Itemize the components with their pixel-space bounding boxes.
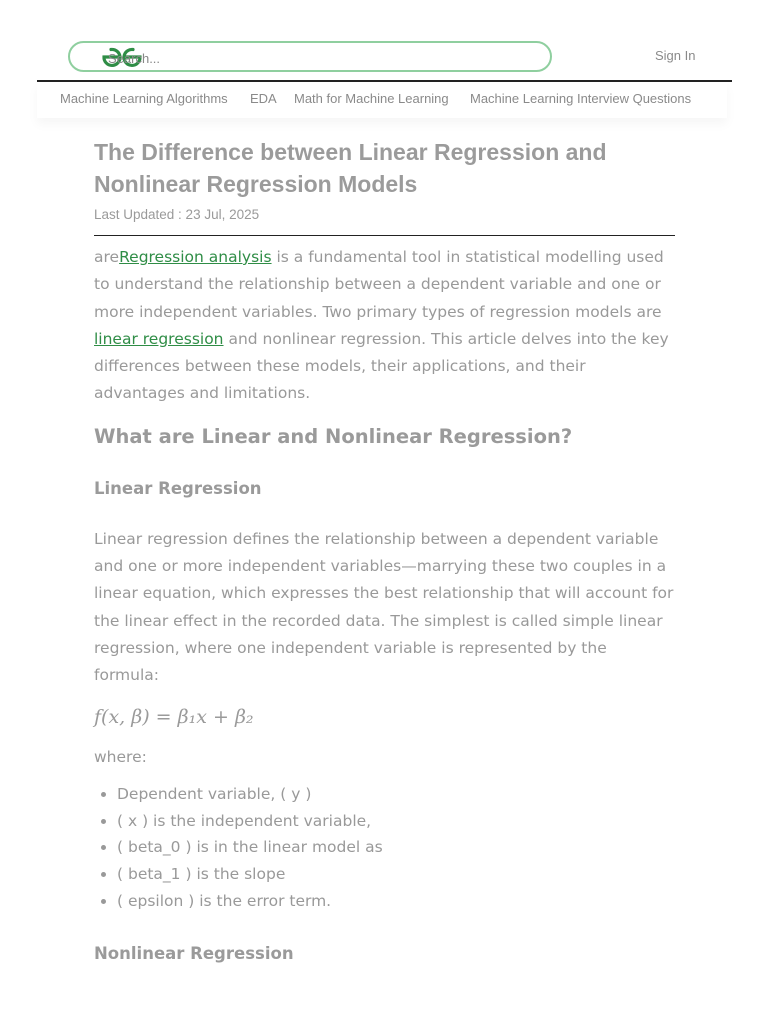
intro-prefix: are bbox=[94, 248, 120, 266]
linear-regression-paragraph: Linear regression defines the relationship between a dependent variable and one or more independent variables—marrying these two couples in a linear equation, which expresses the best relationship that will account for the linear effect in the recorded data. The simplest is called simple linear regression, where one independent variable is represented by the formula: bbox=[94, 529, 674, 685]
intro-text-1: is a fundamental tool in statistical modelling used to understand the relationship between a dependent variable and one or more independent variables. Two primary types of regression models are bbox=[94, 248, 664, 321]
last-updated: Last Updated : 23 Jul, 2025 bbox=[94, 207, 260, 222]
nav-item-eda[interactable]: EDA bbox=[250, 91, 277, 106]
search-input[interactable] bbox=[106, 47, 510, 69]
subheading-nonlinear-regression: Nonlinear Regression bbox=[94, 943, 294, 963]
list-item: • ( epsilon ) is the error term. bbox=[117, 888, 676, 915]
subheading-linear-regression: Linear Regression bbox=[94, 478, 262, 498]
article-divider bbox=[94, 235, 675, 236]
search-bar[interactable] bbox=[68, 41, 552, 72]
list-item: • ( beta_0 ) is in the linear model as bbox=[117, 834, 676, 861]
list-item: • ( beta_1 ) is the slope bbox=[117, 861, 676, 888]
sign-in-link[interactable]: Sign In bbox=[655, 48, 696, 63]
nav-item-math-for-ml[interactable]: Math for Machine Learning bbox=[294, 91, 449, 106]
linear-regression-link[interactable]: linear regression bbox=[94, 329, 224, 348]
site-header bbox=[0, 0, 768, 82]
section-heading: What are Linear and Nonlinear Regression? bbox=[94, 424, 573, 448]
article-title: The Difference between Linear Regression and Nonlinear Regression Models bbox=[94, 139, 607, 197]
nav-item-ml-algorithms[interactable]: Machine Learning Algorithms bbox=[60, 91, 228, 106]
regression-formula: f(x, β) = β₁x + β₂ bbox=[94, 705, 254, 728]
where-label: where: bbox=[94, 747, 147, 766]
list-item: • ( x ) is the independent variable, bbox=[117, 808, 676, 835]
topic-nav bbox=[37, 82, 727, 118]
list-item: • Dependent variable, ( y ) bbox=[117, 781, 676, 808]
regression-analysis-link[interactable]: Regression analysis bbox=[119, 248, 272, 266]
variable-list bbox=[94, 781, 676, 915]
nav-item-ml-interview-questions[interactable]: Machine Learning Interview Questions bbox=[470, 91, 692, 106]
intro-text-2: and nonlinear regression. This article delves into the key differences between these models, their applications, and their advantages and limitations. bbox=[94, 329, 669, 403]
article bbox=[94, 136, 676, 967]
intro-paragraph bbox=[94, 244, 676, 408]
